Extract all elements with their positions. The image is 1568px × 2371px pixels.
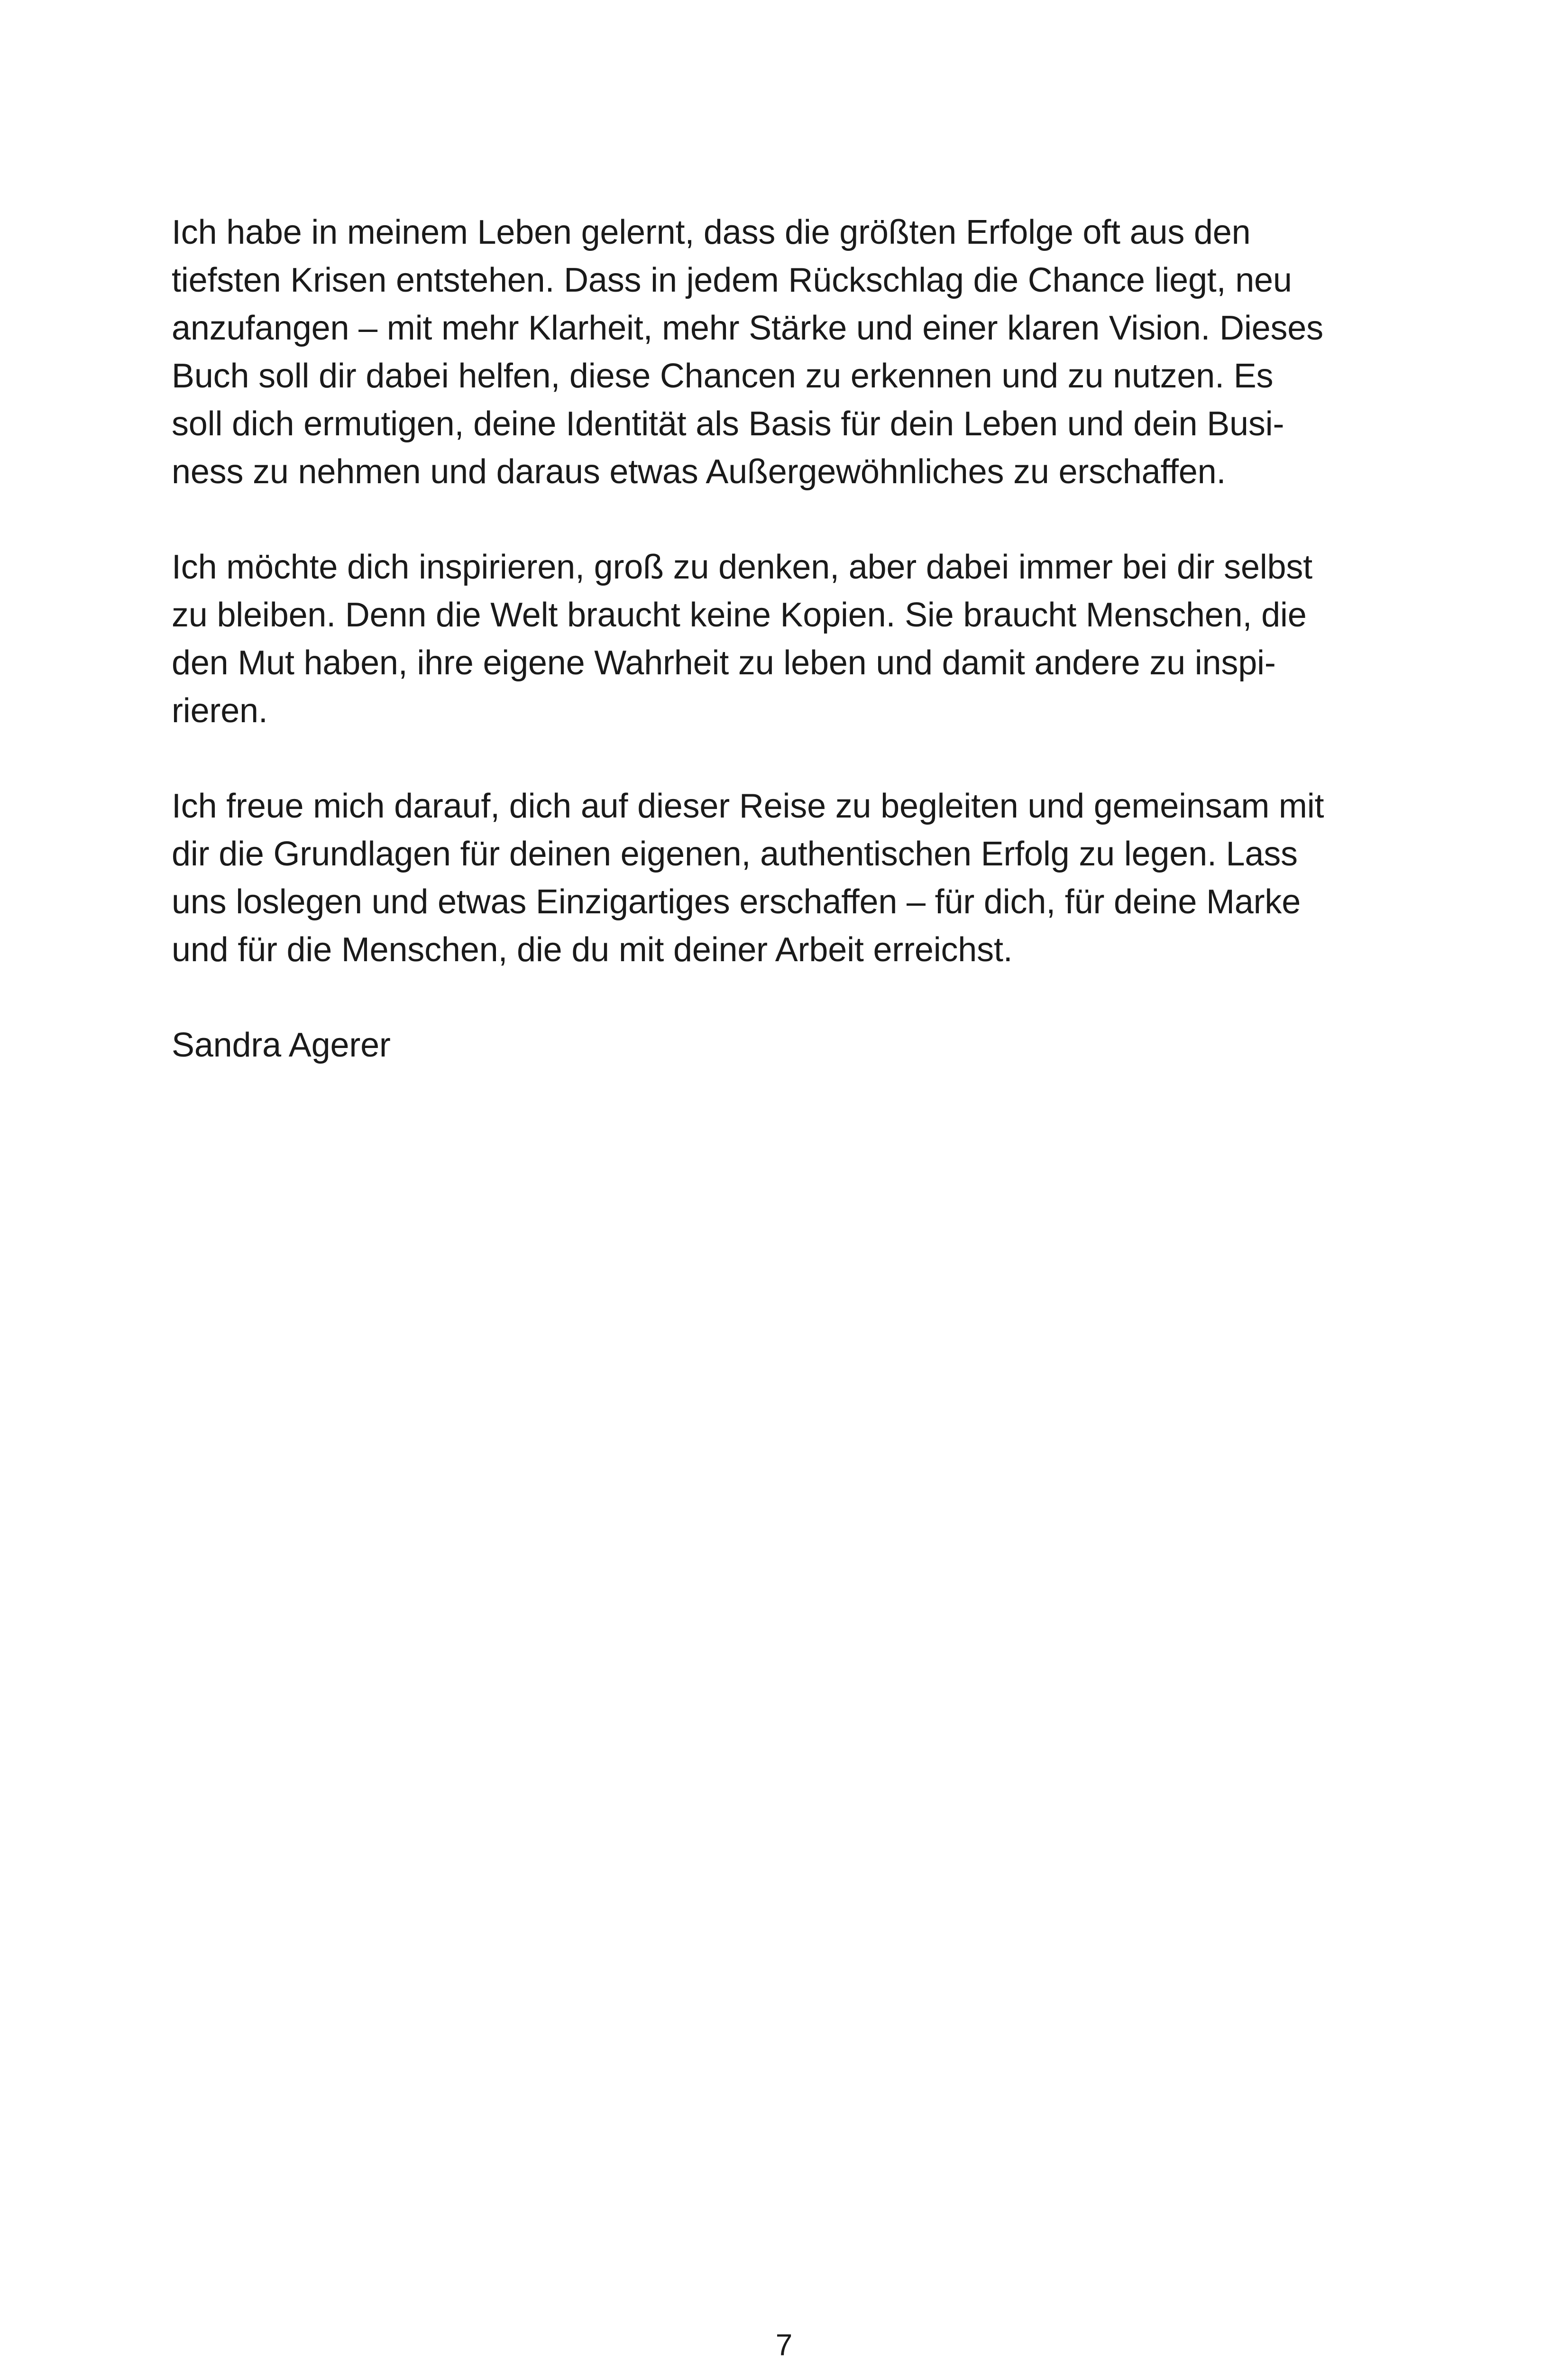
text-line: tiefsten Krisen entstehen. Dass in jedem Rückschlag die Chance liegt, neu: [172, 261, 1292, 299]
text-line: anzufangen – mit mehr Klarheit, mehr Stärke und einer klaren Vision. Dieses: [172, 309, 1323, 347]
paragraph-3: [172, 782, 1404, 974]
text-line: den Mut haben, ihre eigene Wahrheit zu leben und damit andere zu inspi-: [172, 644, 1276, 682]
text-line: zu bleiben. Denn die Welt braucht keine Kopien. Sie braucht Menschen, die: [172, 596, 1307, 634]
text-line: rieren.: [172, 692, 268, 730]
text-line: dir die Grundlagen für deinen eigenen, authentischen Erfolg zu legen. Lass: [172, 835, 1298, 873]
body-text: [172, 209, 1404, 1069]
text-line: Ich freue mich darauf, dich auf dieser Reise zu begleiten und gemeinsam mit: [172, 787, 1324, 825]
text-line: Ich habe in meinem Leben gelernt, dass die größten Erfolge oft aus den: [172, 213, 1251, 251]
paragraph-1: [172, 209, 1404, 496]
author-signature: Sandra Agerer: [172, 1026, 391, 1064]
text-line: und für die Menschen, die du mit deiner Arbeit erreichst.: [172, 931, 1013, 969]
text-line: soll dich ermutigen, deine Identität als Basis für dein Leben und dein Busi-: [172, 405, 1284, 443]
page-number: 7: [775, 2328, 793, 2362]
text-line: uns loslegen und etwas Einzigartiges erschaffen – für dich, für deine Marke: [172, 883, 1301, 921]
paragraph-2: [172, 543, 1404, 735]
text-line: ness zu nehmen und daraus etwas Außergewöhnliches zu erschaffen.: [172, 453, 1226, 491]
text-line: Ich möchte dich inspirieren, groß zu denken, aber dabei immer bei dir selbst: [172, 548, 1312, 586]
text-line: Buch soll dir dabei helfen, diese Chancen zu erkennen und zu nutzen. Es: [172, 357, 1274, 395]
